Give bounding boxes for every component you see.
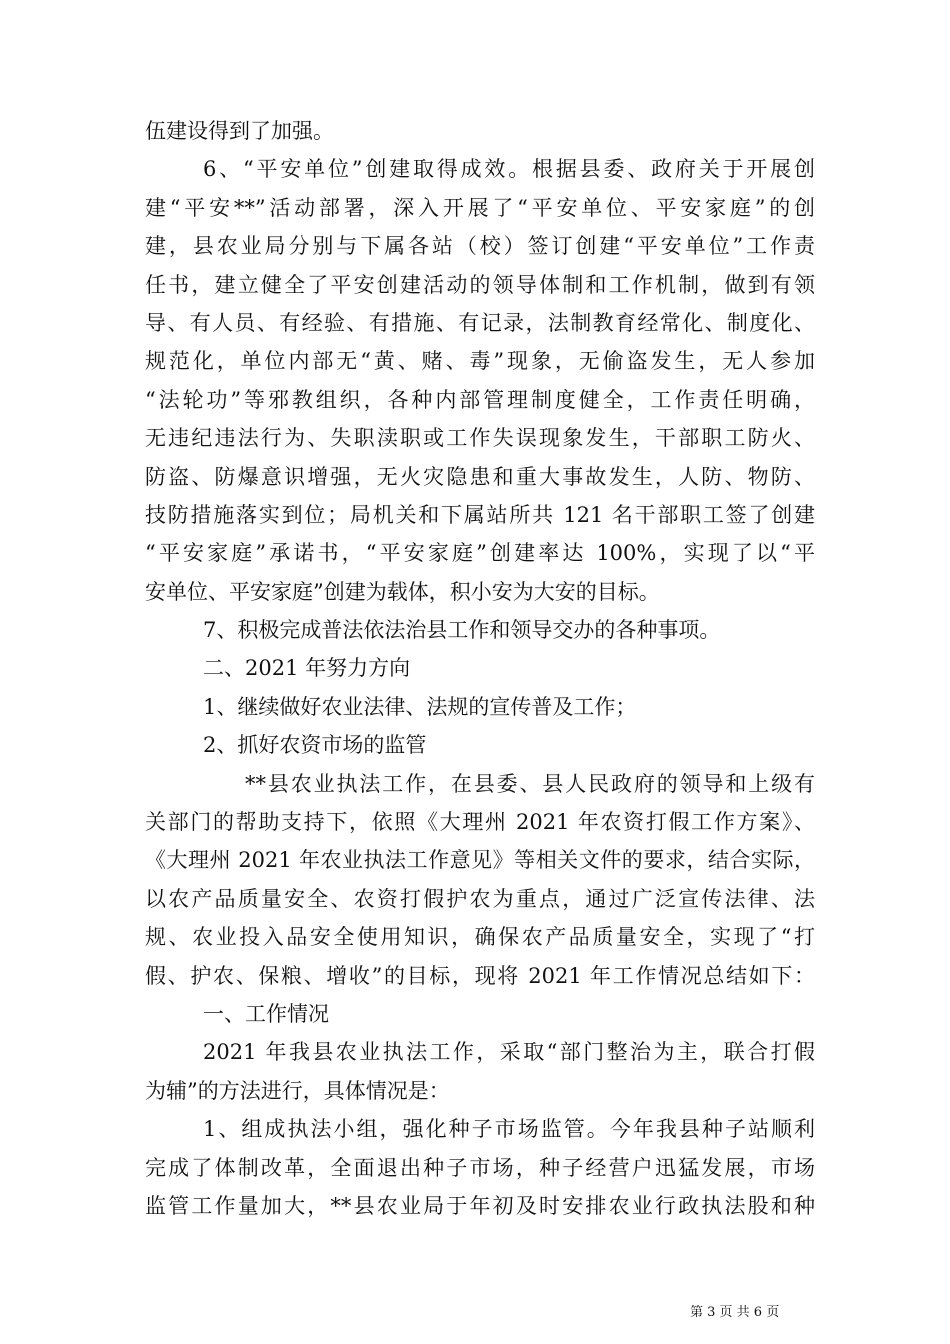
- text-line: “法轮功”等邪教组织，各种内部管理制度健全，工作责任明确，: [145, 387, 815, 412]
- text-line: “平安家庭”承诺书，“平安家庭”创建率达 100%，实现了以“平: [145, 541, 815, 566]
- text-line: 假、护农、保粮、增收”的目标，现将 2021 年工作情况总结如下：: [145, 963, 815, 988]
- text-line: 监管工作量加大，**县农业局于年初及时安排农业行政执法股和种: [145, 1193, 815, 1218]
- body-text: [145, 112, 815, 1225]
- text-line: 建“平安**”活动部署，深入开展了“平安单位、平安家庭”的创: [145, 195, 815, 220]
- section-heading: 一、工作情况: [203, 1001, 329, 1026]
- text-line: 6、“平安单位”创建取得成效。根据县委、政府关于开展创: [203, 157, 815, 182]
- text-line: 技防措施落实到位；局机关和下属站所共 121 名干部职工签了创建: [145, 502, 815, 527]
- text-line: 安单位、平安家庭”创建为载体，积小安为大安的目标。: [145, 579, 660, 604]
- section-heading: 二、2021 年努力方向: [203, 656, 411, 681]
- text-line: 伍建设得到了加强。: [145, 119, 334, 143]
- text-line: 《大理州 2021 年农业执法工作意见》等相关文件的要求，结合实际，: [145, 848, 815, 873]
- text-line: **县农业执法工作，在县委、县人民政府的领导和上级有: [245, 771, 815, 796]
- page-number: 第 3 页 共 6 页: [690, 1305, 780, 1320]
- text-line: 1、组成执法小组，强化种子市场监管。今年我县种子站顺利: [203, 1117, 815, 1142]
- text-line: 1、继续做好农业法律、法规的宣传普及工作；: [203, 694, 637, 719]
- text-line: 规范化，单位内部无“黄、赌、毒”现象，无偷盗发生，无人参加: [145, 349, 815, 374]
- text-line: 导、有人员、有经验、有措施、有记录，法制教育经常化、制度化、: [145, 310, 815, 335]
- text-line: 关部门的帮助支持下，依照《大理州 2021 年农资打假工作方案》、: [145, 810, 815, 835]
- text-line: 以农产品质量安全、农资打假护农为重点，通过广泛宣传法律、法: [145, 886, 815, 911]
- text-line: 防盗、防爆意识增强，无火灾隐患和重大事故发生，人防、物防、: [145, 464, 815, 489]
- text-line: 无违纪违法行为、失职渎职或工作失误现象发生，干部职工防火、: [145, 426, 815, 451]
- text-line: 建，县农业局分别与下属各站（校）签订创建“平安单位”工作责: [145, 234, 815, 259]
- text-line: 任书，建立健全了平安创建活动的领导体制和工作机制，做到有领: [145, 272, 815, 297]
- text-line: 2021 年我县农业执法工作，采取“部门整治为主，联合打假: [203, 1040, 815, 1065]
- text-line: 规、农业投入品安全使用知识，确保农产品质量安全，实现了“打: [145, 925, 815, 950]
- text-line: 完成了体制改革，全面退出种子市场，种子经营户迅猛发展，市场: [145, 1155, 815, 1180]
- text-line: 为辅”的方法进行，具体情况是：: [145, 1078, 450, 1103]
- text-line: 7、积极完成普法依法治县工作和领导交办的各种事项。: [203, 618, 721, 643]
- text-line: 2、抓好农资市场的监管: [203, 733, 427, 758]
